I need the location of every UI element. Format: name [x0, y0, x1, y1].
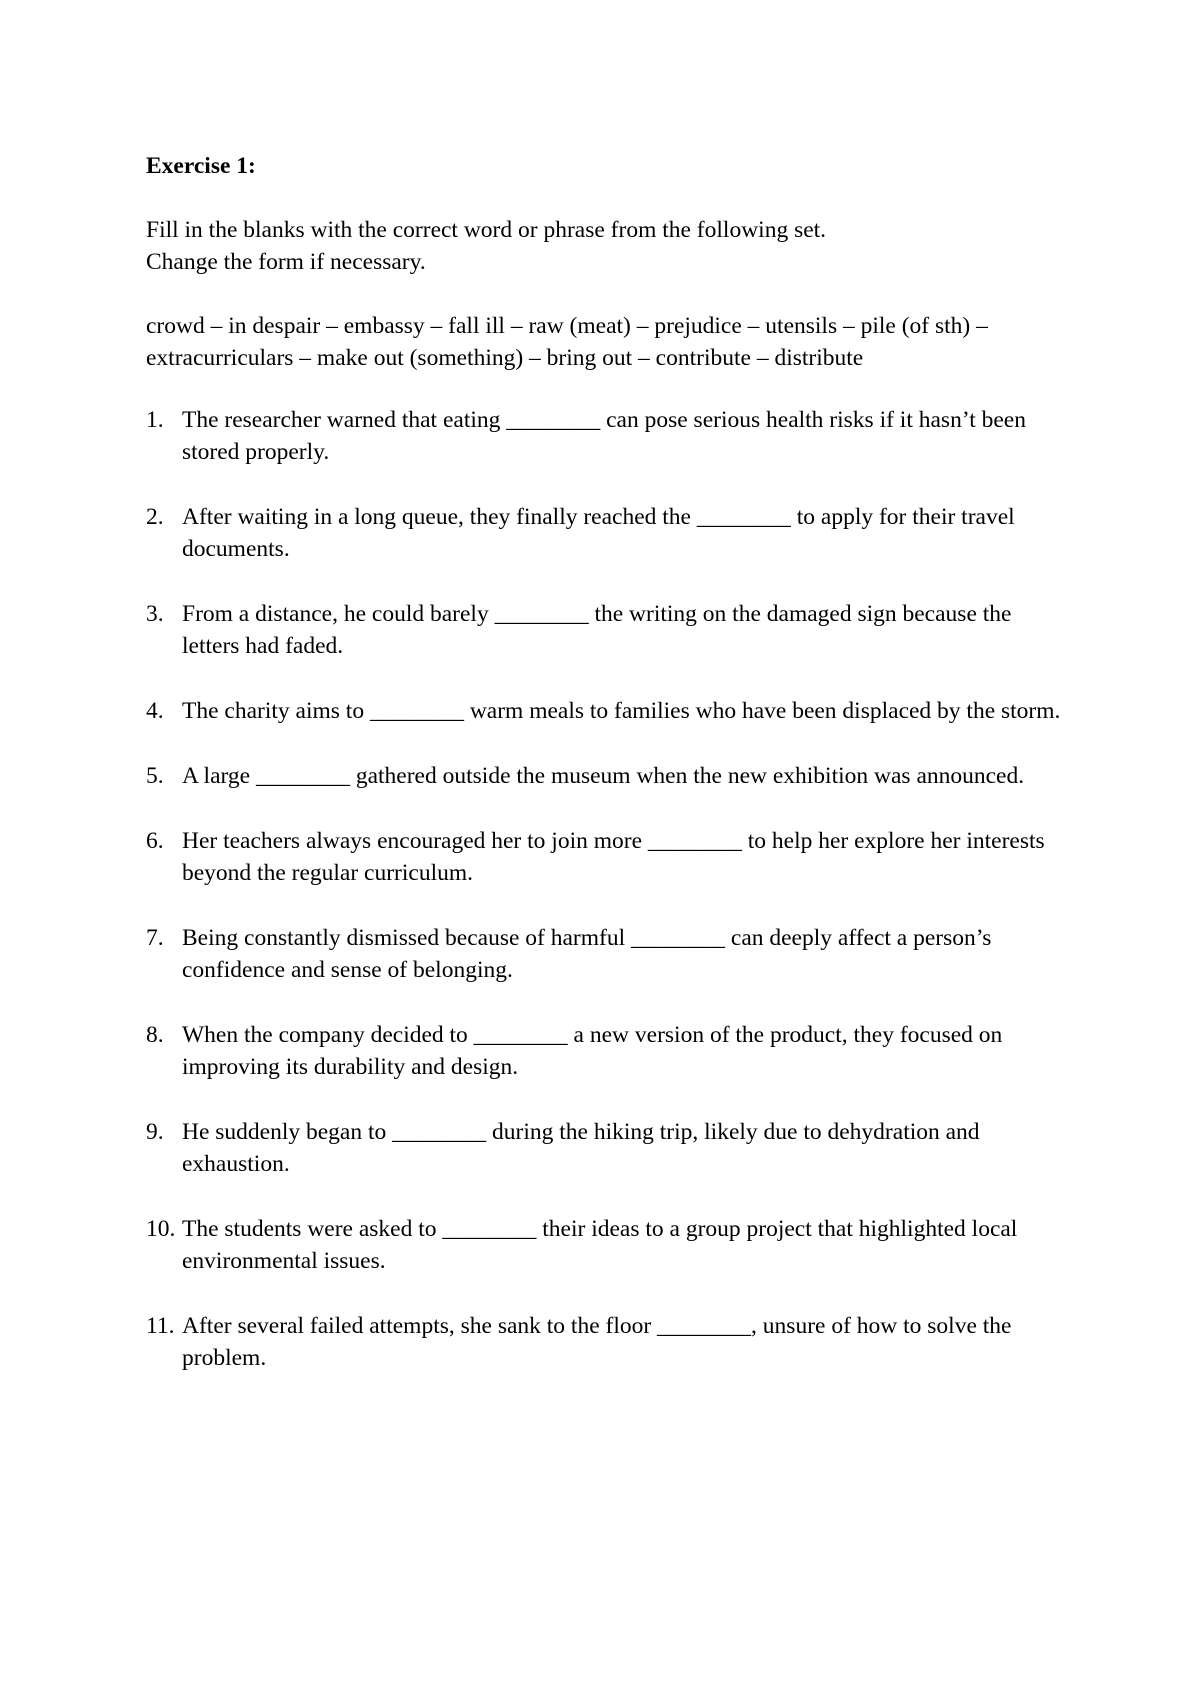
- question-text: Being constantly dismissed because of harmful ________ can deeply affect a person’s confidence and sense of belonging.: [182, 925, 992, 983]
- word-bank: crowd – in despair – embassy – fall ill – raw (meat) – prejudice – utensils – pile (of sth) – extracurriculars – make out (something) – bring out – contribute – distribute: [146, 313, 988, 371]
- question-6: [146, 825, 1066, 889]
- question-number: 4.: [146, 698, 164, 724]
- question-list: [146, 404, 1066, 1374]
- question-text: After waiting in a long queue, they finally reached the ________ to apply for their travel documents.: [182, 504, 1015, 562]
- question-7: [146, 922, 1066, 986]
- question-number: 3.: [146, 601, 164, 627]
- question-1: [146, 404, 1066, 468]
- question-number: 7.: [146, 925, 164, 951]
- question-number: 9.: [146, 1119, 164, 1145]
- question-8: [146, 1019, 1066, 1083]
- question-number: 5.: [146, 763, 164, 789]
- document-page: [146, 150, 1066, 1407]
- question-text: The charity aims to ________ warm meals to families who have been displaced by the storm.: [182, 698, 1061, 724]
- question-4: [146, 695, 1066, 727]
- question-5: [146, 760, 1066, 792]
- question-text: The researcher warned that eating ________ can pose serious health risks if it hasn’t been stored properly.: [182, 407, 1026, 465]
- question-number: 2.: [146, 504, 164, 530]
- question-9: [146, 1116, 1066, 1180]
- question-2: [146, 501, 1066, 565]
- question-text: Her teachers always encouraged her to join more ________ to help her explore her interests beyond the regular curriculum.: [182, 828, 1045, 886]
- question-text: He suddenly began to ________ during the hiking trip, likely due to dehydration and exhaustion.: [182, 1119, 980, 1177]
- question-text: A large ________ gathered outside the museum when the new exhibition was announced.: [182, 763, 1025, 789]
- question-number: 6.: [146, 828, 164, 854]
- instruction-line: Fill in the blanks with the correct word or phrase from the following set.: [146, 217, 827, 243]
- instructions: [146, 214, 1066, 278]
- question-text: When the company decided to ________ a new version of the product, they focused on improving its durability and design.: [182, 1022, 1003, 1080]
- exercise-title: Exercise 1:: [146, 153, 256, 179]
- question-number: 1.: [146, 407, 164, 433]
- question-number: 8.: [146, 1022, 164, 1048]
- question-text: After several failed attempts, she sank to the floor ________, unsure of how to solve the problem.: [182, 1313, 1012, 1371]
- question-number: 10.: [146, 1216, 176, 1242]
- question-10: [146, 1213, 1066, 1277]
- question-number: 11.: [146, 1313, 175, 1339]
- instruction-line: Change the form if necessary.: [146, 249, 426, 275]
- question-3: [146, 598, 1066, 662]
- question-text: From a distance, he could barely ________ the writing on the damaged sign because the letters had faded.: [182, 601, 1012, 659]
- question-11: [146, 1310, 1066, 1374]
- question-text: The students were asked to ________ their ideas to a group project that highlighted local environmental issues.: [182, 1216, 1018, 1274]
